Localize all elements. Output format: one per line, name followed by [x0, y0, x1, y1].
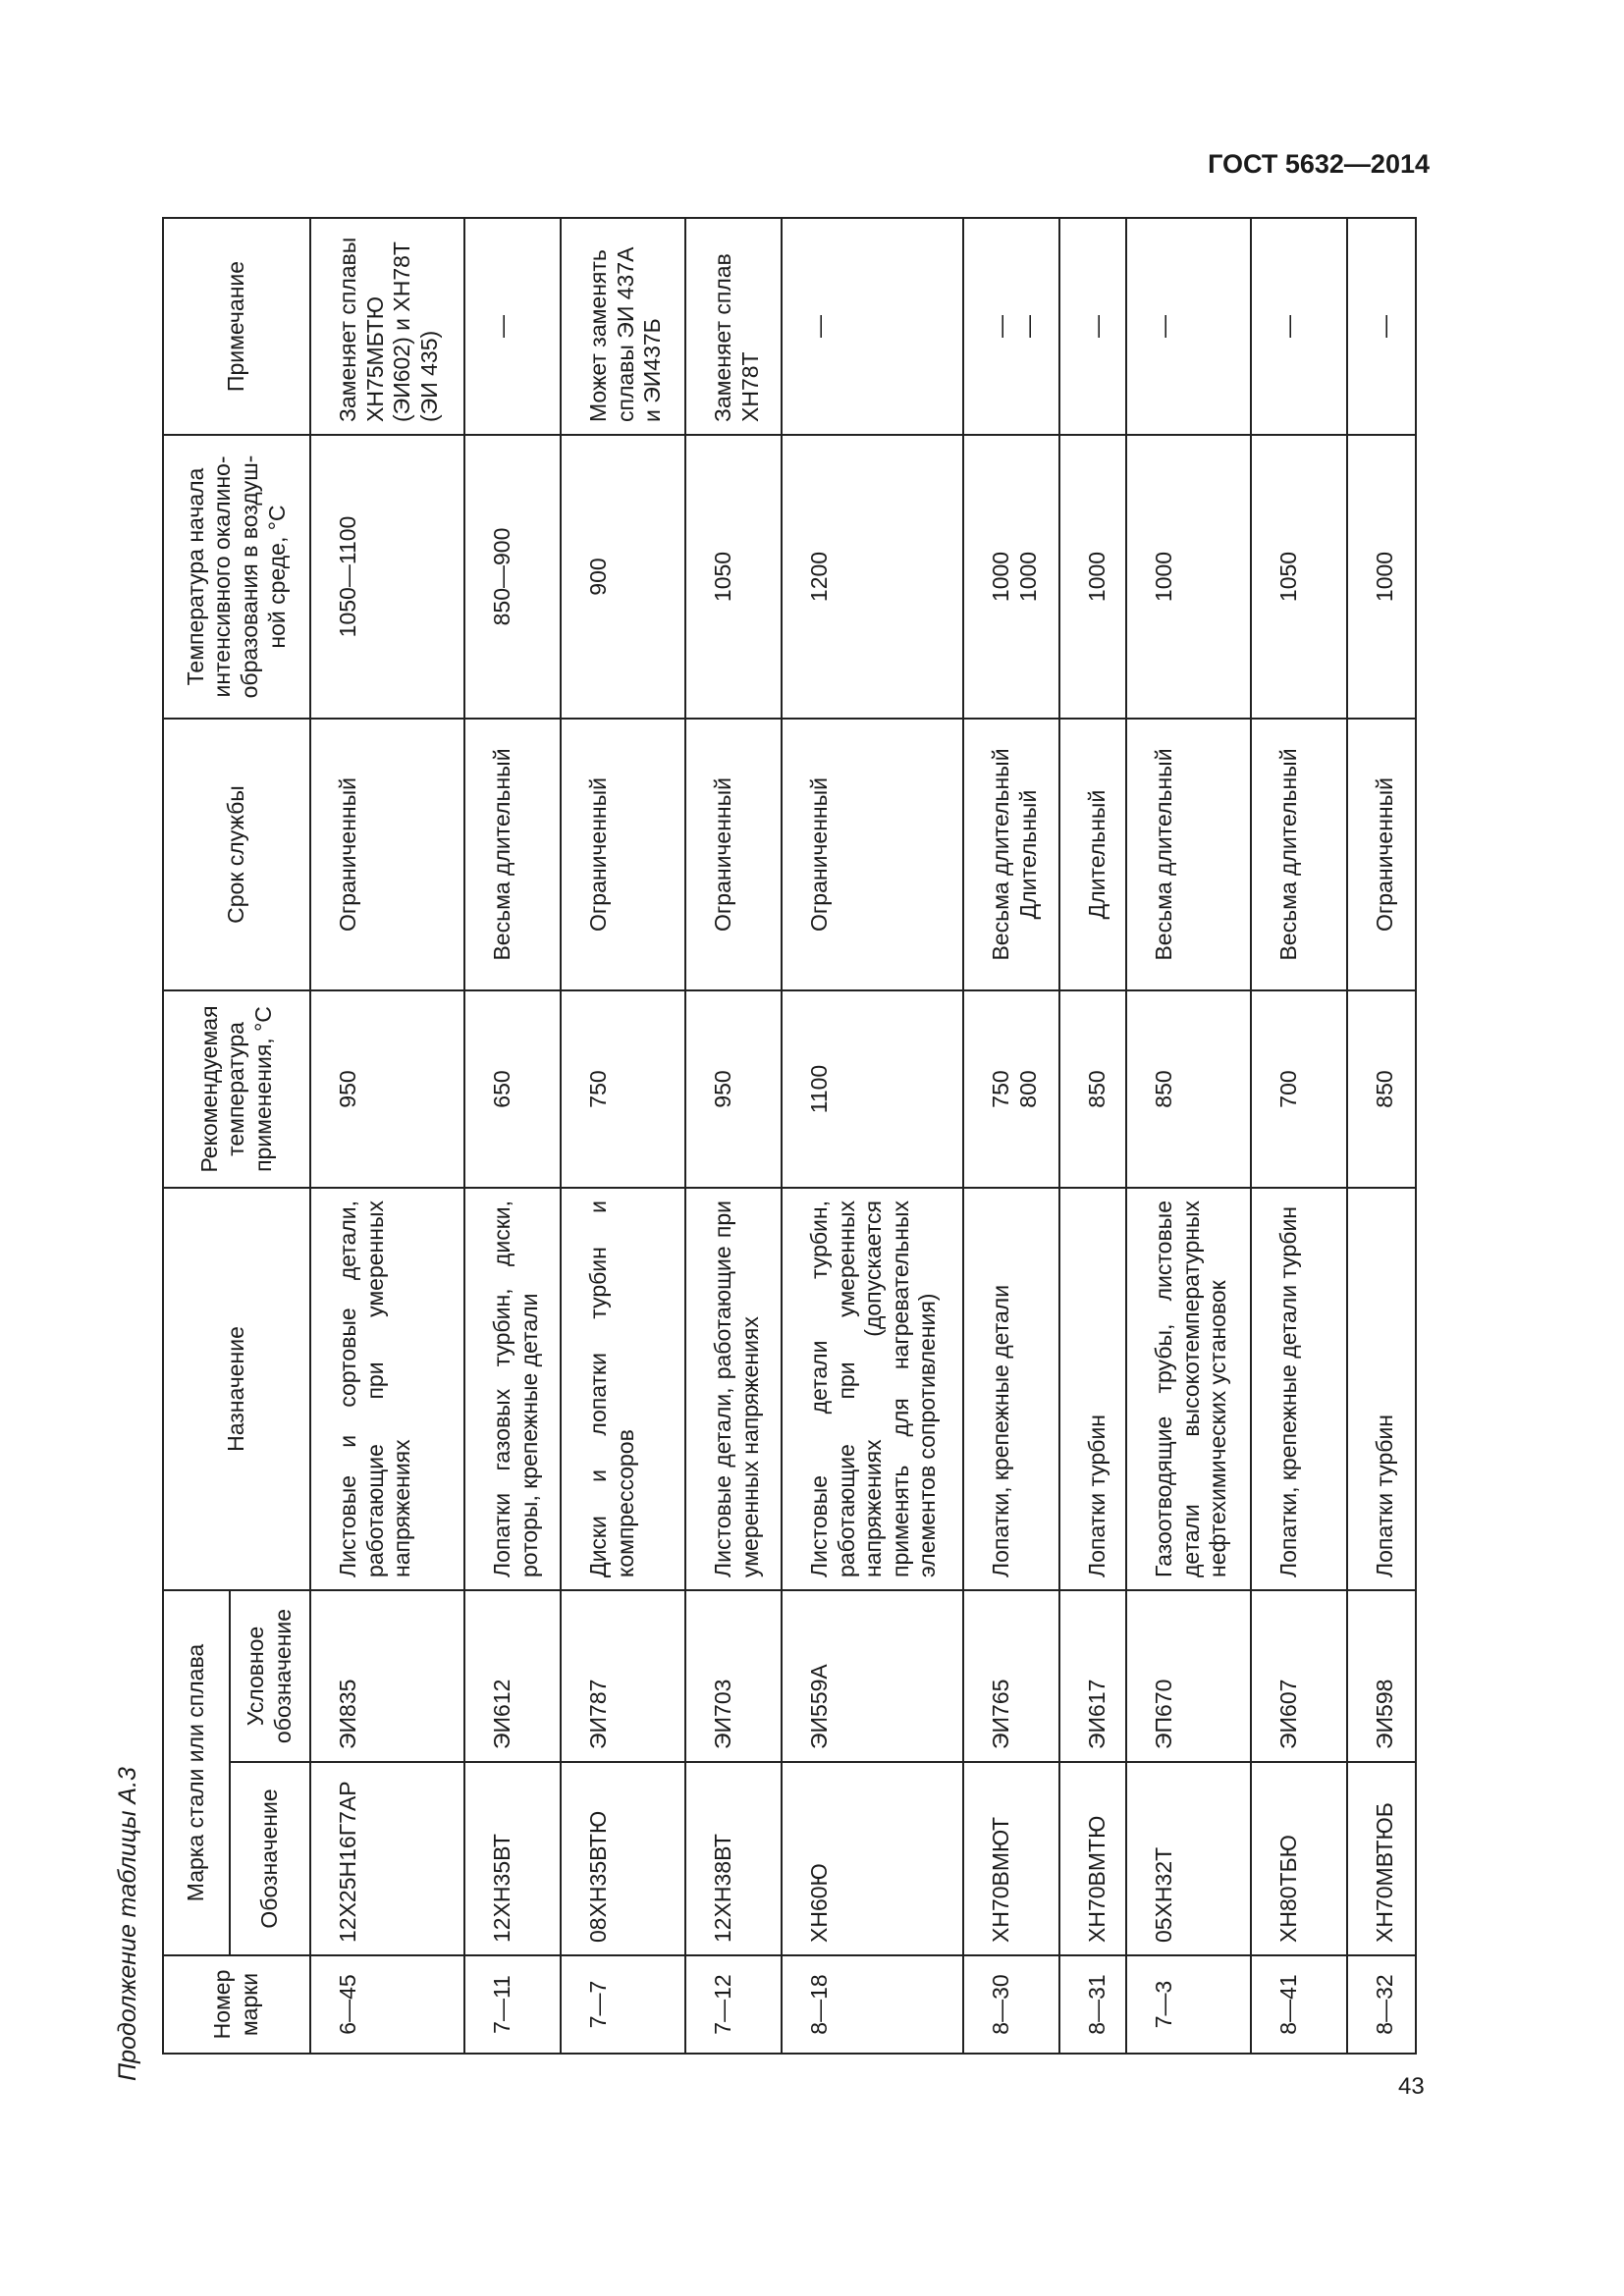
table-row: [782, 218, 963, 2054]
cell-purpose: Газоотводящие трубы, листовые детали высокотемпературных нефтехимических установок: [1126, 1188, 1251, 1590]
cell-life: Весьма длительный: [1126, 719, 1251, 990]
cell-temp-rec: 700: [1251, 990, 1347, 1188]
cell-temp-scale: 1000 1000: [963, 435, 1059, 719]
cell-note: —: [1126, 218, 1251, 435]
cell-num: 8—32: [1347, 1955, 1416, 2054]
cell-purpose: Лопатки, крепежные детали турбин: [1251, 1188, 1347, 1590]
cell-life: Ограниченный: [782, 719, 963, 990]
cell-life: Ограниченный: [310, 719, 464, 990]
cell-num: 7—7: [561, 1955, 685, 2054]
cell-note: —: [464, 218, 561, 435]
cell-note: Заменяет сплав ХН78Т: [685, 218, 782, 435]
cell-temp-rec: 950: [310, 990, 464, 1188]
cell-temp-scale: 850—900: [464, 435, 561, 719]
cell-life: Ограниченный: [1347, 719, 1416, 990]
cell-life: Ограниченный: [561, 719, 685, 990]
cell-temp-scale: 1050: [1251, 435, 1347, 719]
cell-designation: 12Х25Н16Г7АР: [310, 1762, 464, 1955]
cell-conventional: ЭИ598: [1347, 1590, 1416, 1762]
cell-num: 7—12: [685, 1955, 782, 2054]
table-row: [1347, 218, 1416, 2054]
cell-conventional: ЭИ765: [963, 1590, 1059, 1762]
header-life: Срок службы: [163, 719, 310, 990]
cell-temp-rec: 950: [685, 990, 782, 1188]
table-row: [1059, 218, 1126, 2054]
cell-temp-rec: 650: [464, 990, 561, 1188]
cell-life: Весьма длительный: [464, 719, 561, 990]
cell-num: 8—18: [782, 1955, 963, 2054]
cell-temp-scale: 1050—1100: [310, 435, 464, 719]
cell-life: Весьма длительный Длительный: [963, 719, 1059, 990]
header-temp-scale: Температура начала интенсивного окалино- образования в воздуш- ной среде, °С: [163, 435, 310, 719]
cell-designation: 05ХН32Т: [1126, 1762, 1251, 1955]
cell-designation: 12ХН35ВТ: [464, 1762, 561, 1955]
cell-num: 6—45: [310, 1955, 464, 2054]
cell-num: 7—11: [464, 1955, 561, 2054]
cell-purpose: Лопатки, крепежные детали: [963, 1188, 1059, 1590]
cell-conventional: ЭИ612: [464, 1590, 561, 1762]
cell-conventional: ЭП670: [1126, 1590, 1251, 1762]
grades-table: [162, 217, 1417, 2055]
rotated-table-area: [93, 137, 1443, 2081]
cell-temp-scale: 1000: [1059, 435, 1126, 719]
cell-designation: ХН80ТБЮ: [1251, 1762, 1347, 1955]
cell-purpose: Листовые и сортовые детали, работающие при умеренных напряжениях: [310, 1188, 464, 1590]
cell-designation: ХН70ВМЮТ: [963, 1762, 1059, 1955]
cell-temp-rec: 850: [1126, 990, 1251, 1188]
cell-life: Длительный: [1059, 719, 1126, 990]
cell-conventional: ЭИ559А: [782, 1590, 963, 1762]
cell-num: 8—41: [1251, 1955, 1347, 2054]
table-header: [163, 218, 310, 2054]
cell-purpose: Лопатки турбин: [1059, 1188, 1126, 1590]
table-row: [685, 218, 782, 2054]
table-row: [561, 218, 685, 2054]
table-caption: Продолжение таблицы А.3: [114, 1767, 141, 2081]
cell-temp-scale: 1050: [685, 435, 782, 719]
cell-designation: 12ХН38ВТ: [685, 1762, 782, 1955]
cell-note: Заменяет сплавы ХН75МБТЮ (ЭИ602) и ХН78Т (ЭИ 435): [310, 218, 464, 435]
cell-num: 8—30: [963, 1955, 1059, 2054]
cell-life: Весьма длительный: [1251, 719, 1347, 990]
table-row: [310, 218, 464, 2054]
cell-num: 7—3: [1126, 1955, 1251, 2054]
header-temp-rec: Рекомендуемая температура применения, °С: [163, 990, 310, 1188]
header-conventional: Условное обозначение: [230, 1590, 310, 1762]
table-row: [464, 218, 561, 2054]
cell-note: —: [782, 218, 963, 435]
cell-temp-scale: 900: [561, 435, 685, 719]
cell-temp-rec: 750: [561, 990, 685, 1188]
cell-note: — —: [963, 218, 1059, 435]
table-body: [310, 218, 1416, 2054]
cell-temp-rec: 850: [1347, 990, 1416, 1188]
cell-temp-rec: 1100: [782, 990, 963, 1188]
cell-conventional: ЭИ787: [561, 1590, 685, 1762]
header-designation: Обозначение: [230, 1762, 310, 1955]
cell-conventional: ЭИ835: [310, 1590, 464, 1762]
cell-conventional: ЭИ617: [1059, 1590, 1126, 1762]
cell-purpose: Листовые детали, работающие при умеренных напряжениях: [685, 1188, 782, 1590]
table-row: [1251, 218, 1347, 2054]
cell-temp-rec: 850: [1059, 990, 1126, 1188]
cell-num: 8—31: [1059, 1955, 1126, 2054]
cell-note: —: [1251, 218, 1347, 435]
cell-designation: ХН60Ю: [782, 1762, 963, 1955]
cell-designation: ХН70МВТЮБ: [1347, 1762, 1416, 1955]
header-num: Номер марки: [163, 1955, 310, 2054]
cell-note: —: [1059, 218, 1126, 435]
cell-purpose: Листовые детали турбин, работающие при умеренных напряжениях (допускается применять для нагревательных элементов сопротивления): [782, 1188, 963, 1590]
cell-conventional: ЭИ607: [1251, 1590, 1347, 1762]
cell-temp-scale: 1000: [1126, 435, 1251, 719]
cell-temp-scale: 1000: [1347, 435, 1416, 719]
header-note: Примечание: [163, 218, 310, 435]
cell-purpose: Диски и лопатки турбин и компрессоров: [561, 1188, 685, 1590]
cell-designation: 08ХН35ВТЮ: [561, 1762, 685, 1955]
page-number: 43: [1398, 2073, 1425, 2100]
cell-designation: ХН70ВМТЮ: [1059, 1762, 1126, 1955]
table-row: [1126, 218, 1251, 2054]
standard-header: ГОСТ 5632—2014: [1208, 149, 1430, 179]
cell-purpose: Лопатки газовых турбин, диски, роторы, крепежные детали: [464, 1188, 561, 1590]
cell-purpose: Лопатки турбин: [1347, 1188, 1416, 1590]
cell-note: —: [1347, 218, 1416, 435]
header-grade-group: Марка стали или сплава: [163, 1590, 230, 1955]
cell-temp-rec: 750 800: [963, 990, 1059, 1188]
cell-conventional: ЭИ703: [685, 1590, 782, 1762]
cell-note: Может заменять сплавы ЭИ 437А и ЭИ437Б: [561, 218, 685, 435]
cell-life: Ограниченный: [685, 719, 782, 990]
header-purpose: Назначение: [163, 1188, 310, 1590]
table-row: [963, 218, 1059, 2054]
cell-temp-scale: 1200: [782, 435, 963, 719]
